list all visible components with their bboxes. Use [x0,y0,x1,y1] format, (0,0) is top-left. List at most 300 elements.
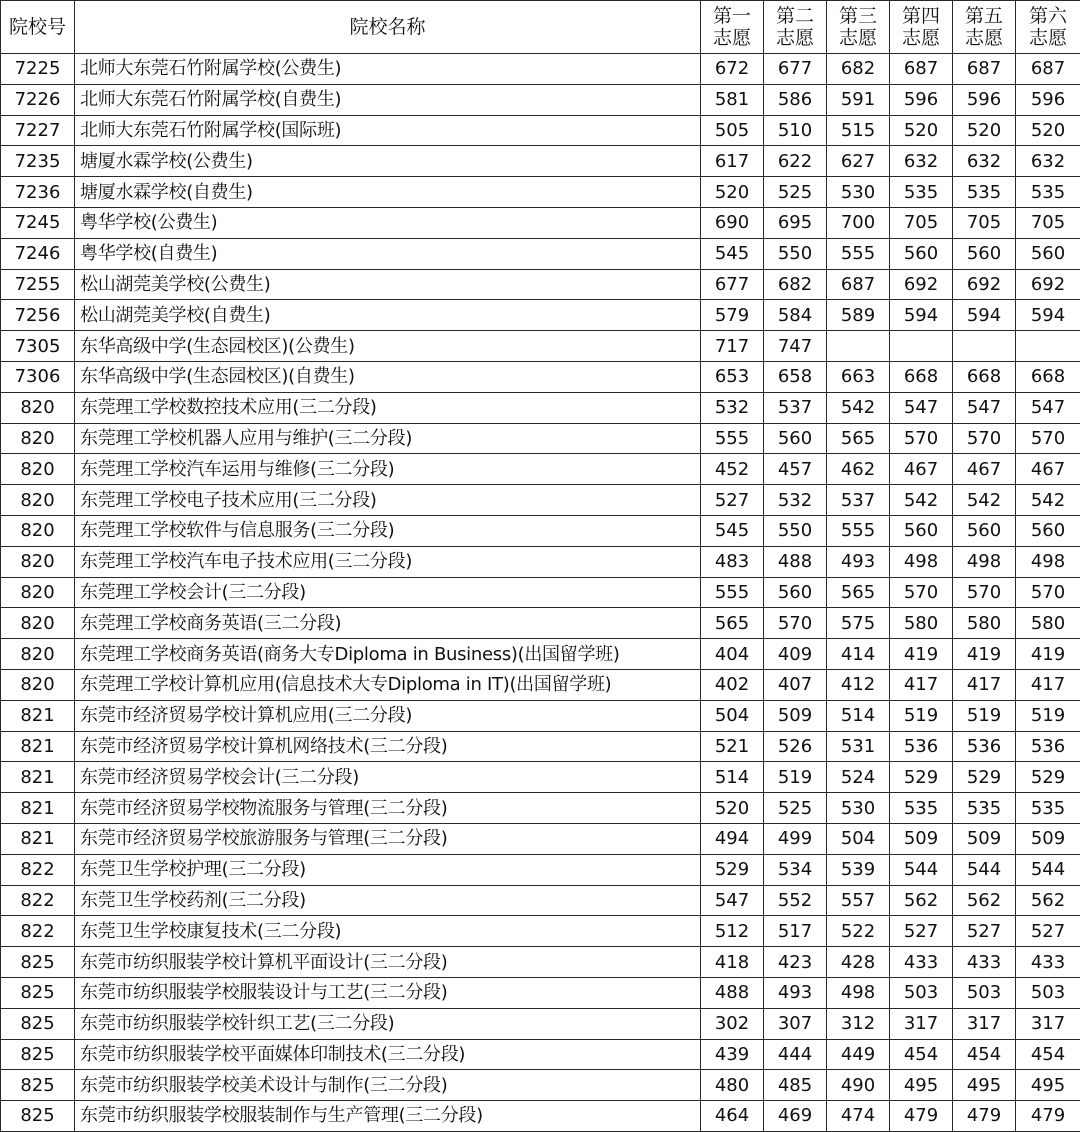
choice-4-score-cell: 419 [890,639,953,670]
school-code-cell: 820 [1,546,75,577]
table-row [1,1070,1080,1101]
school-code-cell: 820 [1,577,75,608]
table-row [1,977,1080,1008]
choice-4-score-cell: 520 [890,115,953,146]
choice-5-score-cell: 495 [953,1070,1016,1101]
choice-1-score-cell: 514 [701,762,764,793]
header-choice-4-line-2: 志愿 [890,27,952,49]
choice-6-score-cell: 509 [1016,823,1080,854]
choice-5-score-cell: 454 [953,1039,1016,1070]
choice-3-score-cell: 539 [827,854,890,885]
choice-3-score-cell: 530 [827,177,890,208]
choice-6-score-cell: 570 [1016,423,1080,454]
choice-2-score-cell: 677 [764,54,827,85]
choice-5-score-cell: 467 [953,454,1016,485]
choice-5-score-cell: 417 [953,669,1016,700]
choice-5-score-cell: 498 [953,546,1016,577]
choice-4-score-cell: 570 [890,423,953,454]
school-name-cell: 东华高级中学(生态园校区)(自费生) [75,361,701,392]
header-choice-3 [827,1,890,54]
school-name-cell: 东莞理工学校商务英语(三二分段) [75,608,701,639]
choice-1-score-cell: 690 [701,207,764,238]
choice-6-score-cell: 317 [1016,1008,1080,1039]
school-code-cell: 7235 [1,146,75,177]
choice-4-score-cell [890,331,953,362]
table-row [1,762,1080,793]
choice-1-score-cell: 529 [701,854,764,885]
school-code-cell: 7236 [1,177,75,208]
school-name-cell: 东莞理工学校会计(三二分段) [75,577,701,608]
choice-5-score-cell: 560 [953,238,1016,269]
school-name-cell: 东莞市纺织服装学校服装设计与工艺(三二分段) [75,977,701,1008]
choice-5-score-cell: 419 [953,639,1016,670]
choice-3-score-cell: 555 [827,515,890,546]
table-row [1,84,1080,115]
choice-2-score-cell: 537 [764,392,827,423]
school-name-cell: 东莞理工学校电子技术应用(三二分段) [75,485,701,516]
choice-4-score-cell: 454 [890,1039,953,1070]
choice-3-score-cell: 498 [827,977,890,1008]
table-row [1,177,1080,208]
table-row [1,238,1080,269]
choice-4-score-cell: 536 [890,731,953,762]
choice-3-score-cell: 428 [827,947,890,978]
choice-5-score-cell: 547 [953,392,1016,423]
choice-1-score-cell: 404 [701,639,764,670]
choice-4-score-cell: 509 [890,823,953,854]
choice-4-score-cell: 580 [890,608,953,639]
choice-1-score-cell: 439 [701,1039,764,1070]
header-choice-2-line-2: 志愿 [764,27,826,49]
school-code-cell: 7305 [1,331,75,362]
school-name-cell: 东莞理工学校数控技术应用(三二分段) [75,392,701,423]
choice-5-score-cell: 544 [953,854,1016,885]
choice-2-score-cell: 570 [764,608,827,639]
school-name-cell: 东莞市经济贸易学校旅游服务与管理(三二分段) [75,823,701,854]
school-name-cell: 东莞市纺织服装学校服装制作与生产管理(三二分段) [75,1101,701,1132]
choice-2-score-cell: 423 [764,947,827,978]
school-name-cell: 塘厦水霖学校(自费生) [75,177,701,208]
choice-2-score-cell: 560 [764,577,827,608]
school-name-cell: 东莞理工学校软件与信息服务(三二分段) [75,515,701,546]
school-name-cell: 粤华学校(自费生) [75,238,701,269]
choice-1-score-cell: 302 [701,1008,764,1039]
choice-5-score-cell: 542 [953,485,1016,516]
choice-6-score-cell: 547 [1016,392,1080,423]
school-name-cell: 松山湖莞美学校(自费生) [75,300,701,331]
choice-2-score-cell: 682 [764,269,827,300]
choice-3-score-cell: 312 [827,1008,890,1039]
choice-3-score-cell: 449 [827,1039,890,1070]
choice-5-score-cell [953,331,1016,362]
choice-2-score-cell: 444 [764,1039,827,1070]
table-row [1,669,1080,700]
choice-5-score-cell: 594 [953,300,1016,331]
header-choice-6 [1016,1,1080,54]
school-code-cell: 7255 [1,269,75,300]
school-code-cell: 7245 [1,207,75,238]
choice-6-score-cell: 687 [1016,54,1080,85]
choice-6-score-cell: 594 [1016,300,1080,331]
school-code-cell: 820 [1,608,75,639]
school-name-cell: 东莞市纺织服装学校美术设计与制作(三二分段) [75,1070,701,1101]
school-name-cell: 东莞理工学校机器人应用与维护(三二分段) [75,423,701,454]
school-code-cell: 825 [1,1101,75,1132]
choice-2-score-cell: 510 [764,115,827,146]
choice-6-score-cell: 632 [1016,146,1080,177]
choice-6-score-cell: 479 [1016,1101,1080,1132]
choice-2-score-cell: 658 [764,361,827,392]
school-code-cell: 821 [1,762,75,793]
choice-5-score-cell: 562 [953,885,1016,916]
choice-3-score-cell: 530 [827,793,890,824]
choice-2-score-cell: 532 [764,485,827,516]
school-code-cell: 820 [1,423,75,454]
school-name-cell: 东莞市经济贸易学校物流服务与管理(三二分段) [75,793,701,824]
choice-3-score-cell: 490 [827,1070,890,1101]
choice-6-score-cell: 544 [1016,854,1080,885]
table-row [1,423,1080,454]
header-school-code: 院校号 [1,1,75,54]
choice-1-score-cell: 579 [701,300,764,331]
choice-5-score-cell: 503 [953,977,1016,1008]
choice-6-score-cell: 535 [1016,177,1080,208]
choice-6-score-cell: 570 [1016,577,1080,608]
header-choice-6-line-1: 第六 [1016,5,1080,27]
table-row [1,331,1080,362]
choice-4-score-cell: 535 [890,793,953,824]
table-row [1,361,1080,392]
table-row [1,577,1080,608]
choice-2-score-cell: 525 [764,177,827,208]
school-name-cell: 东莞理工学校计算机应用(信息技术大专Diploma in IT)(出国留学班) [75,669,701,700]
choice-3-score-cell: 555 [827,238,890,269]
choice-6-score-cell: 560 [1016,515,1080,546]
choice-2-score-cell: 485 [764,1070,827,1101]
choice-6-score-cell: 529 [1016,762,1080,793]
header-choice-5 [953,1,1016,54]
choice-1-score-cell: 504 [701,700,764,731]
choice-4-score-cell: 479 [890,1101,953,1132]
choice-1-score-cell: 452 [701,454,764,485]
school-code-cell: 821 [1,700,75,731]
header-choice-1 [701,1,764,54]
choice-1-score-cell: 520 [701,177,764,208]
choice-4-score-cell: 467 [890,454,953,485]
school-code-cell: 820 [1,669,75,700]
choice-3-score-cell: 504 [827,823,890,854]
choice-1-score-cell: 488 [701,977,764,1008]
choice-2-score-cell: 493 [764,977,827,1008]
table-row [1,454,1080,485]
choice-2-score-cell: 526 [764,731,827,762]
school-name-cell: 东莞理工学校汽车电子技术应用(三二分段) [75,546,701,577]
school-name-cell: 东莞卫生学校康复技术(三二分段) [75,916,701,947]
choice-6-score-cell: 705 [1016,207,1080,238]
choice-5-score-cell: 596 [953,84,1016,115]
school-name-cell: 东莞理工学校商务英语(商务大专Diploma in Business)(出国留学班) [75,639,701,670]
choice-4-score-cell: 503 [890,977,953,1008]
choice-1-score-cell: 672 [701,54,764,85]
school-code-cell: 820 [1,485,75,516]
choice-3-score-cell: 687 [827,269,890,300]
choice-6-score-cell: 542 [1016,485,1080,516]
table-row [1,1039,1080,1070]
school-name-cell: 东莞市纺织服装学校针织工艺(三二分段) [75,1008,701,1039]
school-code-cell: 7226 [1,84,75,115]
choice-6-score-cell: 519 [1016,700,1080,731]
choice-6-score-cell: 433 [1016,947,1080,978]
choice-2-score-cell: 622 [764,146,827,177]
choice-2-score-cell: 469 [764,1101,827,1132]
header-choice-1-line-2: 志愿 [701,27,763,49]
choice-4-score-cell: 529 [890,762,953,793]
choice-3-score-cell [827,331,890,362]
table-row [1,515,1080,546]
choice-2-score-cell: 550 [764,515,827,546]
choice-5-score-cell: 535 [953,177,1016,208]
choice-3-score-cell: 493 [827,546,890,577]
choice-4-score-cell: 317 [890,1008,953,1039]
choice-3-score-cell: 663 [827,361,890,392]
choice-3-score-cell: 474 [827,1101,890,1132]
table-row [1,300,1080,331]
header-choice-1-line-1: 第一 [701,5,763,27]
choice-1-score-cell: 717 [701,331,764,362]
choice-1-score-cell: 402 [701,669,764,700]
choice-2-score-cell: 488 [764,546,827,577]
choice-4-score-cell: 562 [890,885,953,916]
header-choice-5-line-2: 志愿 [953,27,1015,49]
choice-3-score-cell: 414 [827,639,890,670]
choice-4-score-cell: 527 [890,916,953,947]
choice-6-score-cell: 668 [1016,361,1080,392]
choice-1-score-cell: 555 [701,577,764,608]
school-name-cell: 粤华学校(公费生) [75,207,701,238]
table-header [1,1,1080,54]
choice-4-score-cell: 495 [890,1070,953,1101]
table-body [1,54,1080,1132]
table-row [1,1008,1080,1039]
choice-4-score-cell: 542 [890,485,953,516]
table-row [1,207,1080,238]
choice-5-score-cell: 520 [953,115,1016,146]
choice-6-score-cell: 535 [1016,793,1080,824]
choice-1-score-cell: 418 [701,947,764,978]
choice-4-score-cell: 596 [890,84,953,115]
choice-1-score-cell: 505 [701,115,764,146]
school-name-cell: 东莞市经济贸易学校计算机网络技术(三二分段) [75,731,701,762]
school-code-cell: 821 [1,731,75,762]
choice-3-score-cell: 565 [827,577,890,608]
table-row [1,947,1080,978]
choice-6-score-cell [1016,331,1080,362]
school-code-cell: 822 [1,854,75,885]
table-row [1,916,1080,947]
choice-1-score-cell: 520 [701,793,764,824]
school-code-cell: 822 [1,885,75,916]
table-row [1,885,1080,916]
choice-4-score-cell: 692 [890,269,953,300]
choice-6-score-cell: 520 [1016,115,1080,146]
choice-1-score-cell: 512 [701,916,764,947]
school-name-cell: 塘厦水霖学校(公费生) [75,146,701,177]
choice-5-score-cell: 580 [953,608,1016,639]
choice-1-score-cell: 480 [701,1070,764,1101]
choice-6-score-cell: 417 [1016,669,1080,700]
choice-4-score-cell: 433 [890,947,953,978]
choice-5-score-cell: 317 [953,1008,1016,1039]
choice-3-score-cell: 575 [827,608,890,639]
choice-1-score-cell: 464 [701,1101,764,1132]
choice-5-score-cell: 570 [953,423,1016,454]
choice-6-score-cell: 495 [1016,1070,1080,1101]
table-row [1,485,1080,516]
choice-2-score-cell: 552 [764,885,827,916]
header-choice-3-line-1: 第三 [827,5,889,27]
choice-5-score-cell: 668 [953,361,1016,392]
school-code-cell: 7256 [1,300,75,331]
table-row [1,1101,1080,1132]
choice-2-score-cell: 747 [764,331,827,362]
table-row [1,392,1080,423]
school-code-cell: 825 [1,1008,75,1039]
header-choice-4-line-1: 第四 [890,5,952,27]
school-name-cell: 北师大东莞石竹附属学校(国际班) [75,115,701,146]
school-code-cell: 825 [1,1039,75,1070]
choice-3-score-cell: 462 [827,454,890,485]
choice-6-score-cell: 527 [1016,916,1080,947]
school-code-cell: 822 [1,916,75,947]
choice-4-score-cell: 547 [890,392,953,423]
choice-1-score-cell: 545 [701,238,764,269]
choice-4-score-cell: 544 [890,854,953,885]
choice-5-score-cell: 692 [953,269,1016,300]
choice-3-score-cell: 589 [827,300,890,331]
choice-1-score-cell: 494 [701,823,764,854]
school-name-cell: 北师大东莞石竹附属学校(自费生) [75,84,701,115]
choice-5-score-cell: 570 [953,577,1016,608]
table-row [1,639,1080,670]
choice-3-score-cell: 515 [827,115,890,146]
school-code-cell: 820 [1,392,75,423]
choice-4-score-cell: 560 [890,238,953,269]
table-row [1,54,1080,85]
choice-3-score-cell: 557 [827,885,890,916]
header-choice-4 [890,1,953,54]
school-code-cell: 820 [1,515,75,546]
choice-2-score-cell: 519 [764,762,827,793]
choice-6-score-cell: 454 [1016,1039,1080,1070]
choice-6-score-cell: 562 [1016,885,1080,916]
table-row [1,731,1080,762]
school-code-cell: 821 [1,793,75,824]
school-code-cell: 825 [1,1070,75,1101]
school-code-cell: 821 [1,823,75,854]
choice-5-score-cell: 479 [953,1101,1016,1132]
school-name-cell: 东莞市经济贸易学校会计(三二分段) [75,762,701,793]
choice-5-score-cell: 529 [953,762,1016,793]
choice-2-score-cell: 560 [764,423,827,454]
choice-6-score-cell: 503 [1016,977,1080,1008]
school-code-cell: 820 [1,639,75,670]
table-row [1,793,1080,824]
school-code-cell: 825 [1,947,75,978]
choice-2-score-cell: 499 [764,823,827,854]
table-row [1,115,1080,146]
table-row [1,269,1080,300]
choice-6-score-cell: 419 [1016,639,1080,670]
choice-1-score-cell: 545 [701,515,764,546]
choice-2-score-cell: 409 [764,639,827,670]
choice-4-score-cell: 570 [890,577,953,608]
school-name-cell: 北师大东莞石竹附属学校(公费生) [75,54,701,85]
choice-5-score-cell: 536 [953,731,1016,762]
choice-2-score-cell: 525 [764,793,827,824]
choice-5-score-cell: 527 [953,916,1016,947]
choice-1-score-cell: 483 [701,546,764,577]
choice-3-score-cell: 700 [827,207,890,238]
choice-2-score-cell: 457 [764,454,827,485]
choice-5-score-cell: 687 [953,54,1016,85]
choice-4-score-cell: 705 [890,207,953,238]
choice-2-score-cell: 517 [764,916,827,947]
choice-4-score-cell: 498 [890,546,953,577]
header-row [1,1,1080,54]
choice-2-score-cell: 407 [764,669,827,700]
school-name-cell: 东华高级中学(生态园校区)(公费生) [75,331,701,362]
choice-4-score-cell: 687 [890,54,953,85]
school-name-cell: 东莞市经济贸易学校计算机应用(三二分段) [75,700,701,731]
school-name-cell: 东莞理工学校汽车运用与维修(三二分段) [75,454,701,485]
header-choice-6-line-2: 志愿 [1016,27,1080,49]
choice-6-score-cell: 560 [1016,238,1080,269]
choice-6-score-cell: 580 [1016,608,1080,639]
choice-4-score-cell: 594 [890,300,953,331]
choice-1-score-cell: 653 [701,361,764,392]
table-row [1,546,1080,577]
choice-4-score-cell: 519 [890,700,953,731]
choice-1-score-cell: 521 [701,731,764,762]
choice-3-score-cell: 412 [827,669,890,700]
choice-1-score-cell: 547 [701,885,764,916]
header-choice-3-line-2: 志愿 [827,27,889,49]
choice-3-score-cell: 531 [827,731,890,762]
choice-5-score-cell: 535 [953,793,1016,824]
school-code-cell: 7246 [1,238,75,269]
choice-2-score-cell: 586 [764,84,827,115]
choice-3-score-cell: 537 [827,485,890,516]
school-name-cell: 东莞卫生学校护理(三二分段) [75,854,701,885]
choice-2-score-cell: 550 [764,238,827,269]
choice-2-score-cell: 509 [764,700,827,731]
choice-2-score-cell: 584 [764,300,827,331]
school-name-cell: 松山湖莞美学校(公费生) [75,269,701,300]
choice-4-score-cell: 632 [890,146,953,177]
choice-5-score-cell: 519 [953,700,1016,731]
choice-5-score-cell: 632 [953,146,1016,177]
choice-3-score-cell: 682 [827,54,890,85]
choice-3-score-cell: 627 [827,146,890,177]
choice-1-score-cell: 527 [701,485,764,516]
school-name-cell: 东莞市纺织服装学校平面媒体印制技术(三二分段) [75,1039,701,1070]
school-code-cell: 7306 [1,361,75,392]
choice-1-score-cell: 555 [701,423,764,454]
choice-6-score-cell: 498 [1016,546,1080,577]
header-choice-2 [764,1,827,54]
table-row [1,854,1080,885]
table-row [1,146,1080,177]
